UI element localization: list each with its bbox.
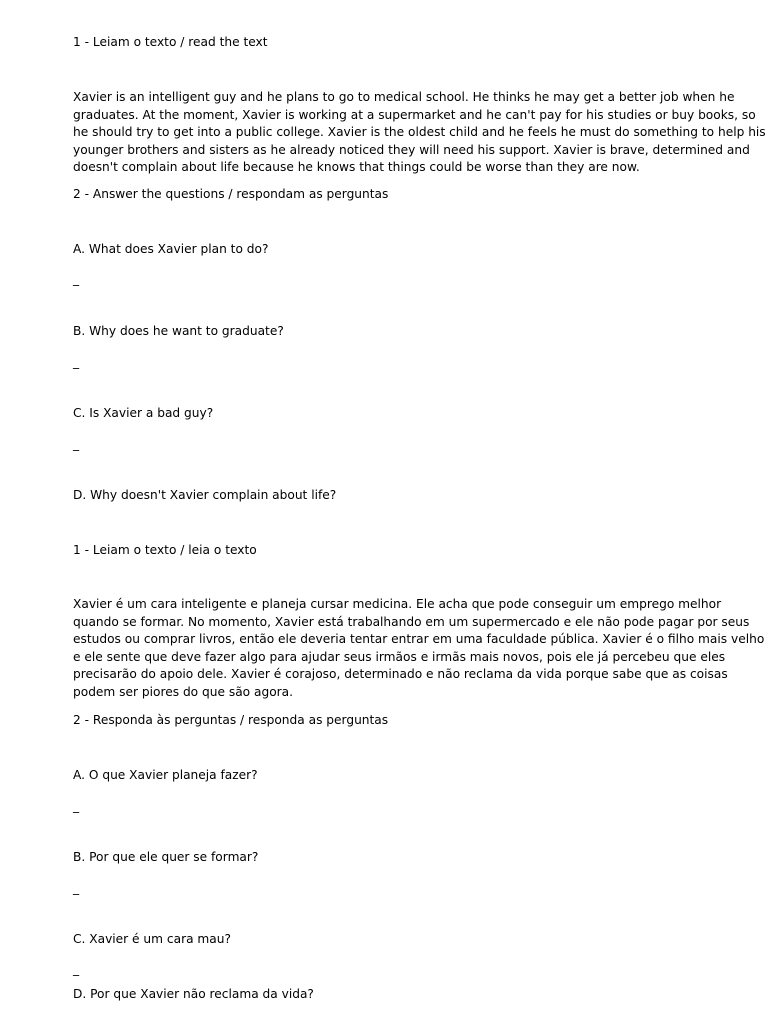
- answer-blank-a: _: [73, 799, 80, 813]
- english-question-c: C. Is Xavier a bad guy?: [73, 406, 214, 420]
- portuguese-question-d: D. Por que Xavier não reclama da vida?: [73, 987, 314, 1001]
- paragraph-line: e ele sente que deve fazer algo para ajudar seus irmãos e irmãs mais novos, pois ele já percebeu que eles: [73, 649, 726, 664]
- portuguese-question-c: C. Xavier é um cara mau?: [73, 932, 231, 946]
- english-question-d: D. Why doesn't Xavier complain about life?: [73, 488, 337, 502]
- answer-blank-b: _: [73, 355, 80, 369]
- paragraph-line: younger brothers and sisters as he already noticed they will need his support. Xavier is brave, determined and: [73, 142, 750, 157]
- paragraph-line: Xavier is an intelligent guy and he plans to go to medical school. He thinks he may get a better job when he: [73, 90, 735, 104]
- portuguese-reading-paragraph: [73, 596, 765, 702]
- english-question-b: B. Why does he want to graduate?: [73, 324, 284, 338]
- portuguese-question-b: B. Por que ele quer se formar?: [73, 850, 259, 864]
- paragraph-line: quando se formar. No momento, Xavier está trabalhando em um supermercado e ele não pode pagar por seus: [73, 614, 750, 629]
- portuguese-questions-heading: 2 - Responda às perguntas / responda as perguntas: [73, 713, 389, 727]
- paragraph-line: precisarão do apoio dele. Xavier é corajoso, determinado e não reclama da vida porque sabe que as coisas: [73, 667, 728, 682]
- paragraph-line: podem ser piores do que são agora.: [73, 684, 294, 699]
- paragraph-line: estudos ou comprar livros, então ele deveria tentar entrar em uma faculdade pública. Xavier é o filho mais velho: [73, 632, 765, 647]
- english-reading-heading: 1 - Leiam o texto / read the text: [73, 35, 268, 49]
- english-question-a: A. What does Xavier plan to do?: [73, 242, 269, 256]
- paragraph-line: graduates. At the moment, Xavier is working at a supermarket and he can't pay for his studies or buy books, so: [73, 107, 756, 122]
- portuguese-question-a: A. O que Xavier planeja fazer?: [73, 768, 258, 782]
- answer-blank-c: _: [73, 437, 80, 451]
- english-questions-heading: 2 - Answer the questions / respondam as perguntas: [73, 187, 389, 201]
- answer-blank-b: _: [73, 881, 80, 895]
- paragraph-line: Xavier é um cara inteligente e planeja cursar medicina. Ele acha que pode conseguir um emprego melhor: [73, 597, 722, 611]
- english-reading-paragraph: [73, 89, 766, 177]
- portuguese-reading-heading: 1 - Leiam o texto / leia o texto: [73, 543, 257, 557]
- answer-blank-c: _: [73, 962, 80, 976]
- answer-blank-a: _: [73, 272, 80, 286]
- paragraph-line: doesn't complain about life because he knows that things could be worse than they are now.: [73, 160, 640, 175]
- paragraph-line: he should try to get into a public college. Xavier is the oldest child and he feels he must do something to help his: [73, 125, 766, 140]
